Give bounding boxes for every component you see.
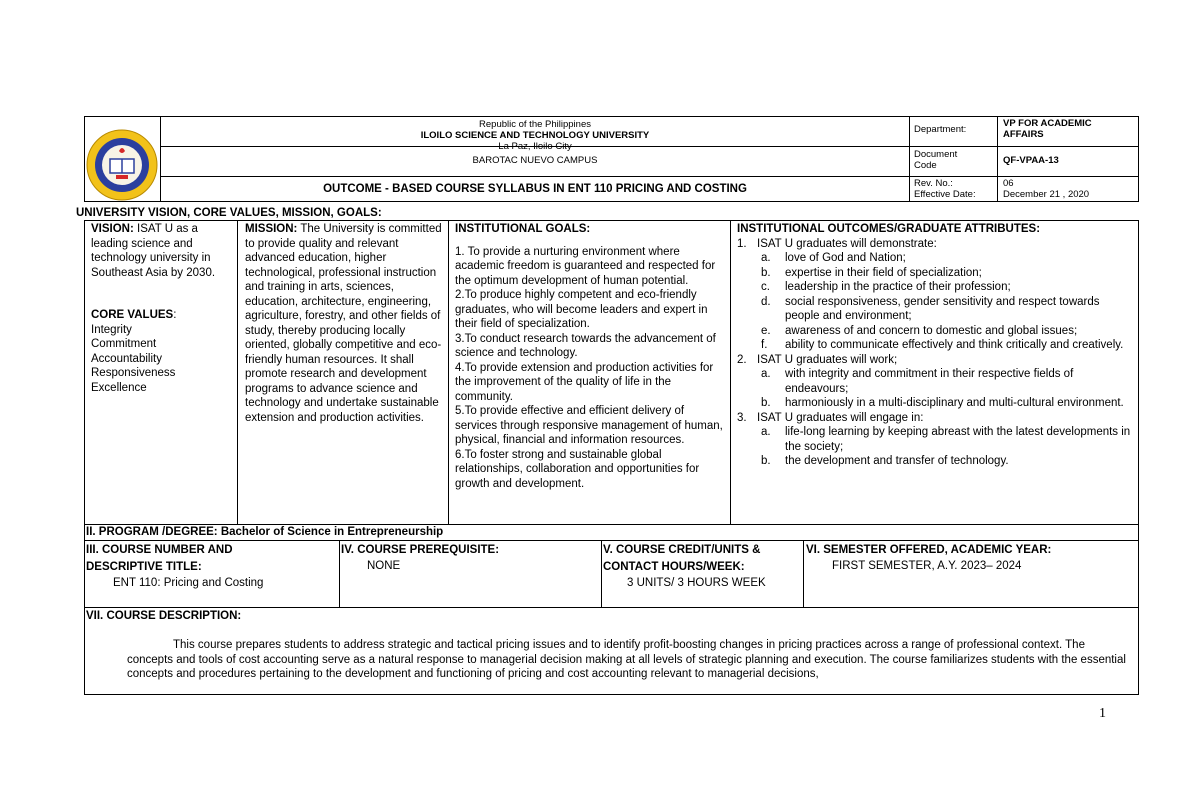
syllabus-title: OUTCOME - BASED COURSE SYLLABUS IN ENT 110 PRICING AND COSTING	[323, 183, 747, 195]
outcome-item: 1. ISAT U graduates will demonstrate:	[737, 237, 937, 250]
goal-item: 5.To provide effective and efficient delivery of services through responsive management of human, physical, financial and information resources.	[455, 405, 723, 446]
outcome-subitem: e. awareness of and concern to domestic and global issues;	[761, 324, 1078, 337]
course-description-label: VII. COURSE DESCRIPTION:	[86, 610, 242, 622]
goal-item: 2.To produce highly competent and eco-friendly graduates, who will become leaders and expert in their field of specialization.	[455, 289, 708, 330]
campus-name: BAROTAC NUEVO CAMPUS	[472, 155, 598, 166]
doc-code-label: Document Code	[914, 149, 958, 171]
outcome-item: 3. ISAT U graduates will engage in:	[737, 411, 924, 424]
outcome-subitem: b. harmoniously in a multi-disciplinary and multi-cultural environment.	[761, 397, 1124, 409]
core-value-item: Integrity	[91, 323, 132, 336]
program-line	[86, 525, 986, 540]
prerequisite-label: IV. COURSE PREREQUISITE:	[341, 544, 500, 556]
mission-label: MISSION:	[245, 223, 298, 235]
outcome-subitem: c. leadership in the practice of their profession;	[761, 281, 1011, 293]
goal-item: 3.To conduct research towards the advancement of science and technology.	[455, 332, 716, 359]
section-vision-heading: UNIVERSITY VISION, CORE VALUES, MISSION, GOALS:	[76, 207, 382, 219]
university-name: ILOILO SCIENCE AND TECHNOLOGY UNIVERSITY	[420, 130, 650, 141]
goal-item: 1. To provide a nurturing environment where academic freedom is guaranteed and respected for the optimum development of human potential.	[455, 245, 716, 287]
semester-label: VI. SEMESTER OFFERED, ACADEMIC YEAR:	[806, 544, 1052, 556]
department-label: Department:	[914, 124, 967, 135]
outcomes-cell	[737, 222, 1135, 469]
outcome-subitem: b. expertise in their field of specialization;	[761, 266, 982, 279]
doc-code-value: QF-VPAA-13	[1003, 155, 1059, 166]
course-number-cell	[86, 542, 336, 591]
goal-item: 6.To foster strong and sustainable global relationships, collaboration and opportunities for growth and development.	[455, 448, 700, 490]
outcome-subitem: a. life-long learning by keeping abreast with the latest developments in the society;	[761, 426, 1131, 453]
city-text: La Paz, Iloilo City	[498, 141, 572, 152]
core-value-item: Commitment	[91, 338, 157, 350]
core-value-item: Excellence	[91, 381, 147, 394]
program-value: Bachelor of Science in Entrepreneurship	[217, 526, 444, 538]
rev-label: Rev. No.:	[914, 178, 953, 189]
outcome-subitem: d. social responsiveness, gender sensitivity and respect towards people and environment;	[761, 295, 1100, 322]
semester-cell	[806, 542, 1136, 574]
course-description-text: This course prepares students to address strategic and tactical pricing issues and to identify profit-boosting changes in pricing practices across a range of professional context. The concepts and tools of cost accounting serve as a natural response to managerial decision making at all levels of strategic planning and execution. The course familiarizes students with the essential concepts and procedures pertaining to the development and functioning of pricing and cost accounting relevant to managerial decisions,	[127, 639, 1126, 680]
page-number: 1	[1099, 706, 1106, 721]
core-value-item: Accountability	[91, 352, 162, 365]
mission-cell	[245, 222, 443, 425]
outcome-subitem: f. ability to communicate effectively and think critically and creatively.	[761, 339, 1124, 351]
course-number-value: ENT 110: Pricing and Costing	[113, 577, 264, 589]
goals-label: INSTITUTIONAL GOALS:	[455, 223, 591, 235]
core-values-label: CORE VALUES	[91, 309, 174, 321]
prerequisite-cell	[341, 542, 599, 574]
course-number-label: III. COURSE NUMBER AND DESCRIPTIVE TITLE:	[86, 544, 233, 573]
goals-cell	[455, 222, 723, 491]
goal-item: 4.To provide extension and production activities for the improvement of the quality of life in the community.	[455, 361, 714, 403]
vision-cell	[91, 222, 234, 395]
mission-text: The University is committed to provide quality and relevant advanced education, higher technological, professional instruction and training in arts, sciences, education, architecture, engineering, agriculture, forestry, and other fields of study, thereby producing locally oriented, globally competitive and eco-friendly human resources. It shall promote research and development programs to advance science and technology and undertake sustainable extension and production activities.	[245, 223, 442, 424]
effective-date-value: December 21 , 2020	[1003, 189, 1090, 200]
department-value: VP FOR ACADEMIC AFFAIRS	[1003, 118, 1092, 140]
core-value-item: Responsiveness	[91, 367, 176, 379]
vision-text: ISAT U as a leading science and technology university in Southeast Asia by 2030.	[91, 223, 216, 279]
core-values-colon: :	[173, 309, 177, 321]
outcome-subitem: b. the development and transfer of technology.	[761, 455, 1009, 467]
credit-value: 3 UNITS/ 3 HOURS WEEK	[627, 577, 766, 589]
prerequisite-value: NONE	[367, 560, 401, 572]
core-values-list	[91, 323, 234, 396]
credit-label: V. COURSE CREDIT/UNITS & CONTACT HOURS/WEEK:	[603, 544, 761, 573]
effective-date-label: Effective Date:	[914, 189, 976, 200]
credit-cell	[603, 542, 801, 591]
outcome-subitem: a. with integrity and commitment in their respective fields of endeavours;	[761, 368, 1074, 395]
outcomes-label: INSTITUTIONAL OUTCOMES/GRADUATE ATTRIBUTES:	[737, 223, 1041, 235]
republic-text: Republic of the Philippines	[479, 119, 591, 130]
semester-value: FIRST SEMESTER, A.Y. 2023– 2024	[832, 560, 1022, 572]
program-label: II. PROGRAM /DEGREE:	[86, 526, 218, 538]
vision-label: VISION:	[91, 223, 134, 235]
outcome-subitem: a. love of God and Nation;	[761, 252, 906, 264]
rev-value: 06	[1003, 178, 1014, 189]
outcome-item: 2. ISAT U graduates will work;	[737, 353, 898, 366]
